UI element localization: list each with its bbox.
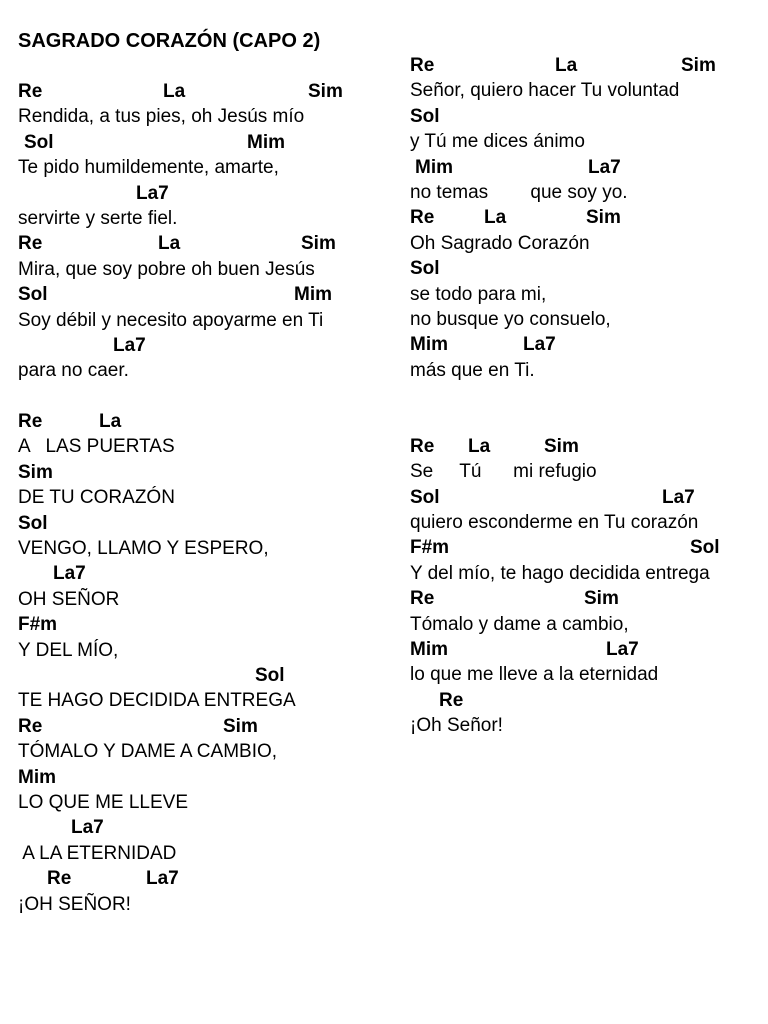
chord: La7 bbox=[523, 334, 556, 356]
chord-line bbox=[18, 765, 378, 790]
chord: Sol bbox=[690, 537, 720, 559]
chord: Mim bbox=[410, 638, 448, 660]
chord: Mim bbox=[294, 284, 332, 306]
lyric-line: Y del mío, te hago decidida entrega bbox=[410, 562, 710, 584]
chord-line bbox=[18, 333, 378, 358]
chord-line bbox=[410, 155, 768, 180]
chord-line bbox=[18, 714, 378, 739]
chord-line bbox=[18, 282, 378, 307]
lyric-line: OH SEÑOR bbox=[18, 588, 120, 610]
chord: La7 bbox=[71, 817, 104, 839]
chord: Sol bbox=[255, 664, 285, 686]
chord: Re bbox=[410, 55, 435, 76]
chord: Re bbox=[410, 588, 435, 610]
chord-line bbox=[18, 663, 378, 688]
chord: Sol bbox=[410, 486, 440, 508]
lyric-line: ¡OH SEÑOR! bbox=[18, 893, 131, 915]
lyric-line: y Tú me dices ánimo bbox=[410, 131, 585, 153]
lyric-line: LO QUE ME LLEVE bbox=[18, 791, 189, 813]
lyric-line: VENGO, LLAMO Y ESPERO, bbox=[18, 538, 269, 560]
chord: Sim bbox=[586, 207, 621, 229]
chord-line bbox=[18, 561, 378, 586]
lyric-line: TE HAGO DECIDIDA ENTREGA bbox=[18, 690, 296, 712]
chord: Re bbox=[18, 233, 43, 255]
lyric-line: Soy débil y necesito apoyarme en Ti bbox=[18, 309, 324, 331]
lyric-line: no busque yo consuelo, bbox=[410, 308, 611, 330]
chord: La7 bbox=[146, 868, 179, 890]
chord-line bbox=[18, 866, 378, 891]
chord: Mim bbox=[410, 334, 448, 356]
chord: Re bbox=[410, 207, 435, 229]
blank-line bbox=[410, 383, 768, 408]
lyric-line: ¡Oh Señor! bbox=[410, 715, 503, 737]
chord: Sol bbox=[18, 512, 48, 534]
chord-line bbox=[410, 53, 768, 78]
chord: La7 bbox=[662, 486, 695, 508]
chord: La bbox=[555, 55, 578, 76]
lyric-line: Señor, quiero hacer Tu voluntad bbox=[410, 80, 680, 102]
chord-line bbox=[410, 637, 768, 662]
chord: La7 bbox=[136, 182, 169, 204]
chord: Sim bbox=[18, 461, 53, 483]
lyric-line: más que en Ti. bbox=[410, 359, 535, 381]
chord: La bbox=[484, 207, 507, 229]
chord: Re bbox=[18, 715, 43, 737]
chord: Re bbox=[18, 411, 43, 433]
chord: La7 bbox=[53, 563, 86, 585]
chord-line bbox=[18, 612, 378, 637]
chord-line bbox=[410, 535, 768, 560]
lyric-line: no temas que soy yo. bbox=[410, 181, 628, 203]
lyric-line: se todo para mi, bbox=[410, 283, 547, 305]
chord: Mim bbox=[247, 131, 285, 153]
chord-line bbox=[410, 434, 768, 459]
lyric-line: A LAS PUERTAS bbox=[18, 436, 175, 458]
lyric-line: Te pido humildemente, amarte, bbox=[18, 157, 279, 179]
chord: Sim bbox=[681, 55, 716, 76]
chord-line bbox=[18, 130, 378, 155]
lyrics-column-right bbox=[410, 53, 768, 739]
chord-line bbox=[410, 688, 768, 713]
lyric-line: Se Tú mi refugio bbox=[410, 461, 597, 483]
chord: La bbox=[468, 435, 491, 457]
blank-line bbox=[18, 384, 378, 409]
lyric-line: para no caer. bbox=[18, 360, 129, 382]
chord: Sim bbox=[544, 435, 579, 457]
chord: Re bbox=[47, 868, 72, 890]
chord-line bbox=[18, 409, 378, 434]
lyric-line: servirte y serte fiel. bbox=[18, 207, 178, 229]
blank-line bbox=[410, 408, 768, 433]
chord: La7 bbox=[588, 156, 621, 178]
chord: La7 bbox=[113, 334, 146, 356]
song-title: SAGRADO CORAZÓN (CAPO 2) bbox=[18, 30, 321, 52]
chord-line bbox=[410, 104, 768, 129]
chord: La bbox=[163, 81, 186, 102]
lyric-line: quiero esconderme en Tu corazón bbox=[410, 512, 699, 534]
chord-line bbox=[410, 485, 768, 510]
chord-line bbox=[18, 181, 378, 206]
chord: Re bbox=[410, 435, 435, 457]
lyrics-column-left bbox=[18, 79, 378, 917]
chord: F#m bbox=[18, 614, 58, 636]
lyric-line: Y DEL MÍO, bbox=[18, 639, 119, 661]
chord: Sol bbox=[410, 105, 440, 127]
chord: Mim bbox=[415, 156, 453, 178]
chord: Sol bbox=[18, 284, 48, 306]
lyric-line: Rendida, a tus pies, oh Jesús mío bbox=[18, 106, 305, 128]
chord: Sim bbox=[308, 81, 343, 102]
chord: Sim bbox=[584, 588, 619, 610]
chord: F#m bbox=[410, 537, 450, 559]
chord-line bbox=[18, 231, 378, 256]
lyric-line: TÓMALO Y DAME A CAMBIO, bbox=[18, 741, 278, 763]
chord-line bbox=[410, 256, 768, 281]
chord: Re bbox=[18, 81, 43, 102]
chord: Re bbox=[439, 689, 464, 711]
chord: Mim bbox=[18, 766, 56, 788]
chord-line bbox=[18, 79, 378, 104]
lyric-line: Tómalo y dame a cambio, bbox=[410, 613, 629, 635]
chord: Sol bbox=[410, 258, 440, 280]
chord: La bbox=[158, 233, 181, 255]
chord-line bbox=[18, 460, 378, 485]
chord-line bbox=[410, 332, 768, 357]
lyric-line: A LA ETERNIDAD bbox=[18, 842, 177, 864]
lyric-line: Oh Sagrado Corazón bbox=[410, 232, 590, 254]
chord: Sim bbox=[301, 233, 336, 255]
chord: Sim bbox=[223, 715, 258, 737]
lyric-line: Mira, que soy pobre oh buen Jesús bbox=[18, 258, 315, 280]
chord-line bbox=[410, 205, 768, 230]
chord: La bbox=[99, 411, 122, 433]
chord: Sol bbox=[24, 131, 54, 153]
chord-line bbox=[18, 511, 378, 536]
lyric-line: lo que me lleve a la eternidad bbox=[410, 664, 659, 686]
chord: La7 bbox=[606, 638, 639, 660]
chord-line bbox=[410, 586, 768, 611]
chord-line bbox=[18, 815, 378, 840]
lyric-line: DE TU CORAZÓN bbox=[18, 487, 175, 509]
